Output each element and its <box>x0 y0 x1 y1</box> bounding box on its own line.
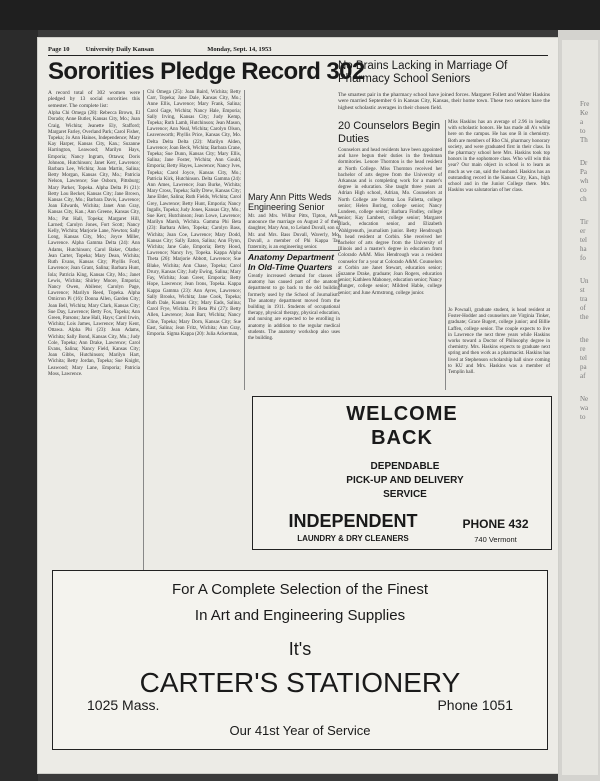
issue-date: Monday, Sept. 14, 1953 <box>207 46 272 53</box>
ad2-its: It's <box>288 639 312 659</box>
ad-back: BACK <box>371 427 433 449</box>
paper-name: University Daily Kansan <box>85 46 154 53</box>
edge-fragment: to <box>580 127 586 135</box>
pharmacy-lead: The smartest pair in the pharmacy school have joined forces. Margaret Follett and Walter Haskins were married September 6 in Kansas City, Kansas, their home town. These two seniors have the highest scholastic averages in their chosen field. <box>338 92 550 111</box>
ad2-phone: Phone 1051 <box>437 697 513 713</box>
ad-address: 740 Vermont <box>474 535 517 544</box>
pharmacy-continued-2: Jo Pownall, graduate student, is head resident at Foster-Hodder and counselors are Virginia Tinker, graduate; Grace Bugert, college junior; and Billie Laffen, college senior. The couple expects to live in Lawrence the next three years while Haskins works toward a Doctor of Philosophy degree in chemistry. Mrs. Haskins expects to graduate next spring and then work as a pharmacist. Haskins has lived at Stephenson scholarship hall since coming to KU and Mrs. Haskins was a member of Templin hall. <box>448 308 550 376</box>
pharmacy-headline: No Brains Lacking in Marriage Of Pharmacy School Seniors <box>338 60 508 85</box>
pharmacy-headline-box <box>338 60 550 90</box>
edge-fragment: Pa <box>580 168 587 176</box>
counselors-story <box>338 120 442 390</box>
sorority-list-column-1 <box>48 90 140 606</box>
edge-fragment: the <box>580 313 589 321</box>
edge-fragment: wh <box>580 177 589 185</box>
main-headline: Sororities Pledge Record 302 <box>48 58 365 85</box>
ad-line3: SERVICE <box>383 489 427 500</box>
sorority-list-text-2: Chi Omega (25): Joan Baird, Wichita; Betty Carr, Topeka; Jane Dale, Kansas City, Mo.; Anne Ellis, Lawrence; Mary Frank, Salina; Carol Gage, Wichita; Nancy Hale, Emporia; Sally Irving, Kansas City; Judy Kemp, Topeka; Ruth Lamb, Hutchinson; Jean Mason, Lawrence; Ann Neal, Wichita; Carolyn Olson, Leavenworth; Phyllis Price, Kansas City, Mo. Delta Delta Delta (22): Marilyn Alden, Lawrence; Joan Beck, Wichita; Barbara Crane, Topeka; Sue Dunn, Kansas City; Mary Ellis, Salina; Jane Foster, Wichita; Ann Gould, Emporia; Betty Hayes, Lawrence; Nancy Ives, Topeka; Carol Joyce, Kansas City, Mo.; Patricia Kirk, Hutchinson. Delta Gamma (24): Ann Ames, Lawrence; Joan Burke, Wichita; Mary Cross, Topeka; Sally Drew, Kansas City; Jane Elder, Salina; Ruth Fields, Wichita; Carol Grey, Lawrence; Betty Hunt, Emporia; Nancy Ingalls, Topeka; Judy Jones, Kansas City, Mo.; Sue Kerr, Hutchinson; Jean Lowe, Lawrence; Marilyn Marsh, Wichita. Gamma Phi Beta (23): Barbara Allen, Topeka; Carolyn Bass, Wichita; Joan Coe, Lawrence; Mary Dodd, Kansas City; Sally Eaton, Salina; Ann Flynn, Wichita; Jane Gale, Emporia; Betty Hood, Lawrence; Nancy Ivy, Topeka. Kappa Alpha Theta (26): Marjorie Abbott, Lawrence; Sue Blake, Wichita; Ann Chase, Topeka; Carol Drury, Kansas City; Judy Ewing, Salina; Mary Fay, Wichita; Joan Greer, Emporia; Betty Hope, Lawrence; Jean Irons, Topeka. Kappa Kappa Gamma (23): Ann Ayres, Lawrence; Sally Brooks, Wichita; Jane Cook, Topeka; Ruth Dale, Kansas City; Mary Eads, Salina; Carol Frye, Wichita. Pi Beta Phi (27): Betty Allen, Lawrence; Joan Barr, Wichita; Nancy Cline, Topeka; Mary Dorn, Kansas City; Sue East, Salina; Jean Fritz, Wichita; Ann Gray, Emporia. Sigma Kappa (20): Julia Ackerman, <box>147 90 241 337</box>
edge-fragment: tel <box>580 354 587 362</box>
newspaper-page <box>38 38 558 773</box>
ad-phone: PHONE 432 <box>462 517 529 531</box>
stationery-ad <box>52 570 548 750</box>
edge-fragment: Fre <box>580 100 590 108</box>
edge-fragment: Dr <box>580 159 588 167</box>
ad-brand: INDEPENDENT <box>288 511 418 531</box>
edge-fragment: a <box>580 118 584 126</box>
sorority-list-text-1: Alpha Chi Omega (28): Rebecca Brown, El Dorado; Anne Butler, Kansas City, Mo.; Joan Craig, Wichita; Jeanette Ely, Stafford; Margaret Farley, Overland Park; Carol Fisher, Topeka; Jo Ann Haines, Independence; Mary Kay Harper, Kansas City, Kan.; Suzanne Harrington, Leawood; Marilyn Hays, Emporia; Nancy Ingram, Ottawa; Doris Johnson, Hutchinson; Janet Kerr, Lawrence; Barbara Lee, Wichita; Joan Martin, Salina; Betty Morgan, Kansas City, Mo.; Patricia Nelson, Lawrence; Sue Osborn, Pittsburg; Mary Parker, Topeka. Alpha Delta Pi (21): Betty Lou Becker, Kansas City; Jane Brown, Kansas City, Mo.; Barbara Davis, Lawrence; Joan Edwards, Wichita; Janet Ann Gray, Kansas City, Kan.; Ann Greene, Kansas City, Mo.; Pat Hall, Topeka; Margaret Hill, Larned; Carolyn Jones, Fort Scott; Nancy Kelly, Wichita; Marjorie Lane, Newton; Sally Long, Kansas City, Mo.; Joyce Miller, Lawrence. Alpha Gamma Delta (24): Ann Adams, Hutchinson; Carol Baker, Olathe; Jean Carter, Topeka; Mary Dean, Wichita; Ruth Evans, Kansas City; Phyllis Ford, Lawrence; Joan Grant, Salina; Barbara Hunt, Iola; Patricia King, Kansas City, Mo.; Janet Lewis, Wichita; Shirley Moore, Emporia; Nancy Owen, Abilene; Carolyn Page, Lawrence; Marilyn Reed, Topeka. Alpha Omicron Pi (16): Donna Allen, Garden City; Joan Bell, Wichita; Mary Clark, Kansas City; Sue Day, Lawrence; Betty Fox, Topeka; Ann Green, Parsons; Jane Hall, Hays; Carol Irwin, Wichita; Lois James, Lawrence; Mary Kent, Ottawa. Alpha Phi (23): Jean Adams, Wichita; Sally Bond, Kansas City, Mo.; Judy Cole, Topeka; Ann Drake, Lawrence; Carol Evans, Salina; Nancy Field, Kansas City; Joan Gibbs, Hutchinson; Marilyn Hart, Wichita; Betty Jordan, Topeka; Sue Knight, Leawood; Mary Lane, Emporia; Patricia Moss, Lawrence. <box>48 111 140 377</box>
pharmacy-continued: Miss Haskins has an average of 2.96 in leading with scholastic honors. He has made all A's while here on the campus. He has one B in chemistry. Both are members of Rho Chi, pharmacy honorary society, and were graduated first in their class. In the pharmacy school here Mrs. Haskins took top honors in the sophomore class. Who will win this year? Our main object in school is to learn as much as we can, said the husband. Haskins has an outstanding record in the Kansas City, Kan., high school and in the Junior College there. Mrs. Haskins was salutatorian of her class. <box>448 120 550 194</box>
edge-fragment: of <box>580 304 586 312</box>
edge-fragment: Tir <box>580 218 589 226</box>
sorority-intro: A record total of 302 women were pledged by 13 social sororities this semester. The complete list: <box>48 90 140 109</box>
ad-sub: LAUNDRY & DRY CLEANERS <box>297 534 409 543</box>
edge-fragment: ha <box>580 245 587 253</box>
anatomy-text: Greatly increased demand for classes in anatomy has caused part of the anatomy department to go back to the old building formerly used by the School of Journalism. The anatomy department moved from the building in 1911. Students of occupational therapy, physical therapy, physical education, and nursing are expected to be enrolling in anatomy in addition to the regular medical students. The anatomy workshop also uses the building. <box>248 274 340 342</box>
edge-fragment: tra <box>580 295 588 303</box>
edge-fragment: Ke <box>580 109 589 117</box>
adjacent-page-text <box>562 40 598 775</box>
ad2-address: 1025 Mass. <box>87 697 160 713</box>
edge-fragment: tel <box>580 236 587 244</box>
edge-fragment: to <box>580 413 586 421</box>
counselors-text: Counselors and head residents have been appointed and have begun their duties in the freshman dormitories. Lenore Thornton is the head resident at North College. Miss Thornton received her bachelor of arts degree from the University of Arkansas and is completing work for a master's degree in education. She taught three years at Adrian High school, Adrian, Mo. Counselors at North College are Norma Lou Falletta, college senior; Helen Boring, college senior; Nancy Lundeen, college senior; Barbara Findley, college senior; Kay Lambert, college senior; Margaret Black, education senior, and Elizabeth Wahlgrenuth, journalism junior. Betty Hendrough is head resident at Corbin. She received her bachelor of arts degree from the University of Illinois and a master's degree in education from Colorado A&M. Miss Hendrough was a resident counselor for a year at Colorado A&M. Counselors at Corbin are Janet Stewart, education senior; Suzanne Drake, graduate; Joan Rogers, education senior; Kathleen Mahoney, education senior; Nancy Munger, college senior; Mildred Hable, college senior; and June Armstrong, college junior. <box>338 148 442 296</box>
page-folio <box>48 46 548 56</box>
edge-fragment: ch <box>580 195 587 203</box>
column-rule <box>445 120 446 390</box>
ad-line2: PICK-UP AND DELIVERY <box>346 475 464 486</box>
scan-top-border <box>0 0 600 30</box>
edge-fragment: co <box>580 186 587 194</box>
edge-fragment: pa <box>580 363 587 371</box>
ad2-tagline: Our 41st Year of Service <box>229 723 371 738</box>
story-rule <box>248 250 340 251</box>
edge-fragment: Un <box>580 277 589 285</box>
anatomy-story <box>248 252 340 392</box>
edge-fragment: fo <box>580 254 586 262</box>
edge-fragment: er <box>580 227 586 235</box>
anatomy-headline: Anatomy Department In Old-Time Quarters <box>248 252 334 272</box>
edge-fragment: wa <box>580 404 589 412</box>
laundry-ad <box>252 396 552 550</box>
edge-fragment: Ne <box>580 395 589 403</box>
column-rule <box>244 90 245 390</box>
sorority-list-column-2 <box>147 90 241 606</box>
scan-left-border <box>0 30 38 781</box>
ad2-line1: For A Complete Selection of the Finest <box>172 581 428 598</box>
edge-fragment: Th <box>580 136 588 144</box>
wedding-text: Mr. and Mrs. Wilbur Pitts, Tipton, Ark., announce the marriage on August 2 of their daughter, Mary Ann, to Leland Duvall, son of Mr. and Mrs. Bass Duvall, Waverly, Mo. Duvall, a member of Phi Kappa Tau fraternity, is an engineering senior. <box>248 214 340 251</box>
column-rule <box>143 90 144 606</box>
page-number: Page 10 <box>48 46 70 53</box>
wedding-headline: Mary Ann Pitts Weds Engineering Senior <box>248 192 332 212</box>
ad2-line2: In Art and Engineering Supplies <box>194 607 406 624</box>
edge-fragment: st <box>580 286 585 294</box>
edge-fragment: af <box>580 372 586 380</box>
wedding-story <box>248 192 340 251</box>
counselors-headline: 20 Counselors Begin Duties <box>338 120 441 145</box>
adjacent-page-edge <box>558 30 600 781</box>
ad-welcome: WELCOME <box>346 403 458 425</box>
edge-fragment: the <box>580 336 589 344</box>
ad-line1: DEPENDABLE <box>370 461 440 472</box>
ad2-brand: CARTER'S STATIONERY <box>139 667 461 698</box>
edge-fragment: re <box>580 345 586 353</box>
